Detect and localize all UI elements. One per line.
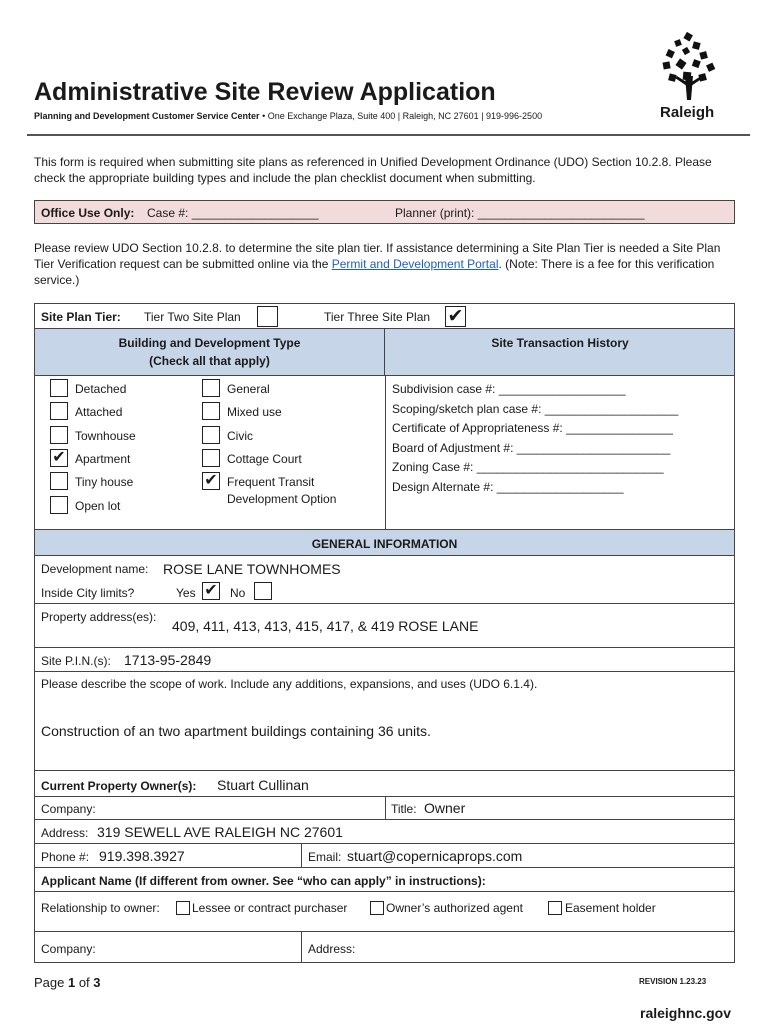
building-history-header [35, 329, 734, 376]
development-name-label: Development name: [41, 562, 149, 576]
transaction-history-line[interactable]: Board of Adjustment #: _______________________ [392, 440, 671, 455]
check-all-note: (Check all that apply) [149, 354, 270, 368]
email-value[interactable]: stuart@copernicaprops.com [347, 848, 523, 864]
yes-checkbox[interactable]: ✔ [202, 582, 220, 600]
page-current: 1 [67, 975, 76, 990]
building-type-label: Open lot [75, 498, 121, 513]
transaction-history-heading: Site Transaction History [491, 336, 629, 350]
column-divider [385, 376, 386, 529]
development-row [35, 556, 734, 604]
title-label: Title: [391, 802, 417, 816]
applicant-company-row [35, 932, 734, 963]
phone-email-divider [301, 844, 302, 867]
general-info-heading: GENERAL INFORMATION [311, 537, 458, 551]
applicant-label: Applicant Name (If different from owner. See “who can apply” in instructions): [41, 874, 486, 888]
case-number-field[interactable]: Case #: ___________________ [147, 206, 319, 220]
address-value[interactable]: 319 SEWELL AVE RALEIGH NC 27601 [97, 824, 343, 840]
intro-text: This form is required when submitting site plans as referenced in Unified Development Ordinance (UDO) Section 10.2.8. Please check the appropriate building types and include the plan checklist document when submitting. [34, 155, 712, 185]
yes-label: Yes [176, 586, 196, 600]
planner-field[interactable]: Planner (print): _________________________ [395, 206, 645, 220]
page-mid: of [75, 975, 94, 990]
applicant-company-label: Company: [41, 942, 96, 956]
property-address-label: Property address(es): [41, 610, 157, 624]
building-type-checkbox[interactable] [50, 472, 68, 490]
building-type-checkbox[interactable] [202, 379, 220, 397]
address-row [35, 820, 734, 844]
subtitle [34, 111, 542, 121]
property-address-value[interactable]: 409, 411, 413, 413, 415, 417, & 419 ROSE LANE [172, 618, 479, 634]
building-type-label: Frequent Transit [227, 475, 315, 490]
lessee-label: Lessee or contract purchaser [192, 901, 348, 915]
pin-row [35, 648, 734, 672]
building-type-checkbox[interactable] [202, 402, 220, 420]
building-history-body [35, 376, 734, 530]
address-label: Address: [41, 826, 89, 840]
subtitle-address: • One Exchange Plaza, Suite 400 | Raleigh, NC 27601 | 919-996-2500 [259, 111, 543, 121]
building-type-label: Cottage Court [227, 451, 302, 466]
transaction-history-line[interactable]: Certificate of Appropriateness #: ________________ [392, 421, 673, 435]
relationship-row [35, 892, 734, 932]
raleigh-logo-text: Raleigh [660, 104, 715, 121]
pin-value[interactable]: 1713-95-2849 [124, 652, 212, 668]
tier-three-checkbox[interactable]: ✔ [445, 306, 466, 327]
scope-value[interactable]: Construction of an two apartment buildings containing 36 units. [41, 723, 431, 739]
no-checkbox[interactable] [254, 582, 272, 600]
building-type-checkbox[interactable] [50, 496, 68, 514]
review-text-after: . (Note: There is a fee for this verification service.) [34, 257, 715, 287]
relationship-label: Relationship to owner: [41, 901, 160, 915]
development-name-value[interactable]: ROSE LANE TOWNHOMES [163, 561, 341, 577]
header-divider [27, 134, 750, 136]
page-total: 3 [93, 975, 101, 990]
transaction-history-line[interactable]: Scoping/sketch plan case #: ____________________ [392, 401, 679, 416]
building-type-header [35, 329, 385, 375]
owner-value[interactable]: Stuart Cullinan [217, 777, 309, 793]
lessee-checkbox[interactable] [176, 901, 190, 915]
pin-label: Site P.I.N.(s): [41, 654, 111, 668]
tier-two-checkbox[interactable] [257, 306, 278, 327]
permit-portal-link[interactable]: Permit and Development Portal [331, 257, 499, 271]
transaction-history-line[interactable]: Design Alternate #: ___________________ [392, 479, 624, 494]
office-use-label: Office Use Only: [41, 206, 135, 220]
review-text [34, 240, 734, 288]
building-type-label: General [227, 382, 270, 396]
application-form [34, 303, 735, 963]
applicant-address-label: Address: [308, 942, 356, 956]
tier-two-label: Tier Two Site Plan [144, 310, 241, 324]
site-plan-tier-label: Site Plan Tier: [41, 310, 121, 324]
easement-checkbox[interactable] [548, 901, 562, 915]
page-prefix: Page [34, 975, 68, 990]
company-title-row [35, 797, 734, 820]
page-number [34, 975, 101, 990]
subtitle-org: Planning and Development Customer Service Center [34, 111, 260, 121]
easement-label: Easement holder [565, 901, 656, 915]
building-type-checkbox[interactable] [50, 402, 68, 420]
email-label: Email: [308, 850, 342, 864]
general-info-header [35, 530, 734, 556]
building-type-checkbox[interactable] [50, 426, 68, 444]
agent-checkbox[interactable] [370, 901, 384, 915]
phone-value[interactable]: 919.398.3927 [99, 848, 185, 864]
company-title-divider [385, 797, 386, 819]
scope-label: Please describe the scope of work. Include any additions, expansions, and uses (UDO 6.1.4). [41, 677, 538, 691]
tier-three-label: Tier Three Site Plan [324, 310, 431, 324]
site-plan-tier-row [35, 304, 734, 329]
scope-row [35, 672, 734, 771]
phone-email-row [35, 844, 734, 868]
owner-row [35, 771, 734, 797]
building-type-label: Tiny house [75, 475, 134, 490]
title-value[interactable]: Owner [424, 800, 466, 816]
transaction-history-line[interactable]: Zoning Case #: ____________________________ [392, 460, 664, 474]
building-type-label: Townhouse [75, 428, 136, 443]
building-type-label-line2: Development Option [227, 492, 337, 507]
building-type-label: Mixed use [227, 405, 282, 420]
building-type-checkbox[interactable] [50, 379, 68, 397]
applicant-company-divider [301, 932, 302, 963]
building-type-checkbox[interactable] [202, 449, 220, 467]
phone-label: Phone #: [41, 850, 90, 864]
city-limits-label: Inside City limits? [41, 586, 135, 600]
building-type-label: Apartment [75, 451, 131, 466]
property-address-row [35, 604, 734, 648]
review-text-before: Please review UDO Section 10.2.8. to determine the site plan tier. If assistance determining a Site Plan Tier is needed a Site Plan Tier Verification request can be submitted online via the [34, 241, 721, 271]
building-type-label: Civic [227, 428, 253, 443]
building-type-checkbox[interactable]: ✔ [202, 472, 220, 490]
applicant-row [35, 868, 734, 892]
owner-label: Current Property Owner(s): [41, 779, 197, 793]
building-type-label: Attached [75, 405, 123, 420]
building-type-label: Detached [75, 382, 127, 396]
website-url: raleighnc.gov [640, 1005, 732, 1021]
building-type-heading: Building and Development Type [118, 336, 301, 350]
building-type-checkbox[interactable] [202, 426, 220, 444]
office-use-box [34, 200, 735, 224]
agent-label: Owner’s authorized agent [386, 901, 523, 915]
no-label: No [230, 586, 246, 600]
transaction-history-line[interactable]: Subdivision case #: ___________________ [392, 382, 626, 396]
page-title: Administrative Site Review Application [34, 78, 496, 106]
building-type-checkbox[interactable]: ✔ [50, 449, 68, 467]
company-label: Company: [41, 802, 96, 816]
revision-label: REVISION 1.23.23 [639, 977, 707, 986]
